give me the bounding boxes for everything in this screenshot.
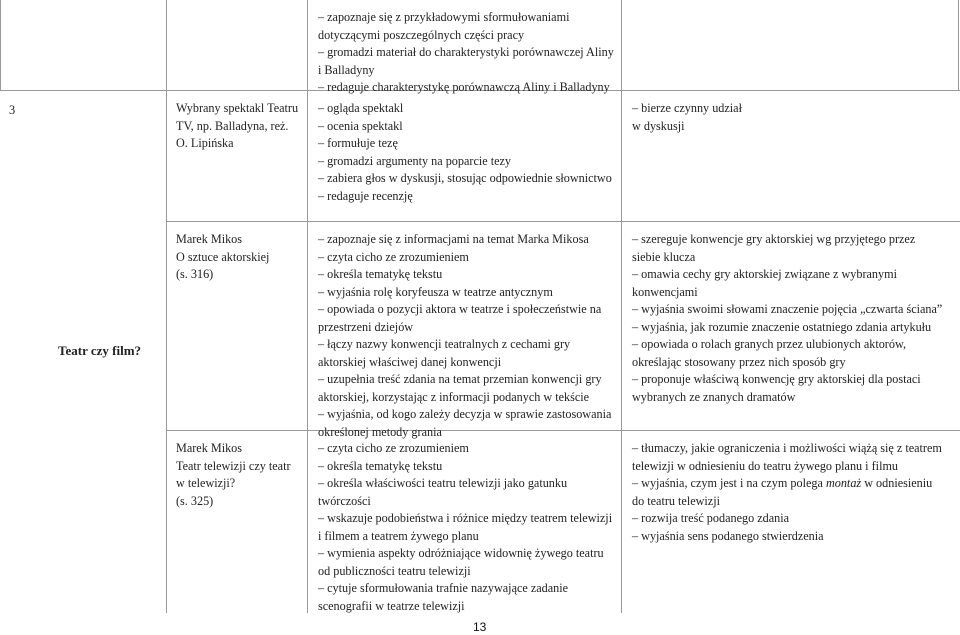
text-line: Teatr telewizji czy teatr [176,458,291,473]
text-line: – formułuje tezę [318,136,398,150]
rowa-col4-cell [632,231,942,406]
text-line: – opowiada o pozycji aktora w teatrze i społeczeństwie na [318,302,602,316]
text-line: Wybrany spektakl Teatru [176,101,299,115]
text-line: – czyta cicho ze zrozumieniem [318,441,469,455]
rowa-col2-cell [176,231,269,284]
text-line: (s. 325) [176,493,214,508]
text-line: – cytuje sformułowania trafnie nazywające zadanie [318,581,569,595]
text-line: i filmem a teatrem żywego planu [318,528,479,543]
text-line: – czyta cicho ze zrozumieniem [318,249,469,264]
text-line: scenografii w teatrze telewizji [318,598,465,613]
text-line: aktorskiej właściwej danej konwencji [318,354,502,369]
text-line: określając stosowany przez nich sposób gry [632,354,846,369]
text-line: siebie klucza [632,249,696,264]
text-line: dotyczącymi poszczególnych części pracy [318,27,525,42]
row-number: 3 [9,103,16,117]
text-line: – redaguje recenzję [318,188,413,203]
text-line: – wyjaśnia sens podanego stwierdzenia [632,528,824,543]
text-segment: w odniesieniu [861,476,933,490]
text-line: – zabiera głos w dyskusji, stosując odpowiednie słownictwo [318,171,612,185]
text-line: – wyjaśnia, jak rozumie znaczenie ostatniego zdania artykułu [632,319,932,334]
text-line: – ogląda spektakl [318,101,404,115]
text-line: – gromadzi argumenty na poparcie tezy [318,153,512,168]
text-line: – zapoznaje się z przykładowymi sformułowaniami [318,10,570,24]
text-line: – zapoznaje się z informacjami na temat Marka Mikosa [318,232,589,246]
text-line: – łączy nazwy konwencji teatralnych z cechami gry [318,337,571,351]
italic-term: montaż [825,476,862,490]
page-number: 13 [473,620,487,634]
row3-col4-cell [632,100,742,135]
row3-col2-cell [176,100,298,153]
text-line: – wyjaśnia rolę koryfeusza w teatrze antycznym [318,284,553,299]
text-line: – wyjaśnia swoimi słowami znaczenie pojęcia „czwarta ściana” [632,302,943,316]
column-divider-1 [166,0,167,613]
text-line: do teatru telewizji [632,493,720,508]
text-line: aktorskiej, korzystając z informacji podanych w tekście [318,389,590,404]
text-line: – opowiada o rolach granych przez ulubionych aktorów, [632,337,907,351]
text-line: określonej metody grania [318,424,442,439]
text-line: – bierze czynny udział [632,101,742,115]
text-line: O. Lipińska [176,136,234,150]
text-line: O sztuce aktorskiej [176,249,270,264]
text-line: w dyskusji [632,118,685,133]
text-line: – omawia cechy gry aktorskiej związane z wybranymi [632,267,897,281]
text-line: TV, np. Balladyna, reż. [176,118,289,133]
table-border-right [958,0,959,90]
section-label: Teatr czy film? [58,343,142,358]
text-line: – wskazuje podobieństwa i różnice między teatrem telewizji [318,511,613,525]
text-line: – określa tematykę tekstu [318,458,443,473]
text-line: – uzupełnia treść zdania na temat przemian konwencji gry [318,372,602,386]
text-segment: – wyjaśnia, czym jest i na czym polega [632,476,826,490]
text-line: twórczości [318,493,371,508]
text-line: – szereguje konwencje gry aktorskiej wg przyjętego przez [632,232,916,246]
column-divider-2 [307,0,308,613]
rowb-col3-cell [318,440,612,615]
rowa-col3-cell [318,231,611,441]
rowb-col2-cell [176,440,291,510]
text-line: konwencjami [632,284,698,299]
text-line: – rozwija treść podanego zdania [632,511,790,525]
row-divider-2 [166,221,960,222]
text-line: w telewizji? [176,476,236,490]
text-line: wybranych ze znanych dramatów [632,389,796,404]
rowb-col4-cell [632,440,942,545]
column-divider-3 [621,0,622,613]
row3-col3-cell [318,100,612,205]
text-line: – określa właściwości teatru telewizji jako gatunku [318,476,568,490]
text-line: – wymienia aspekty odróżniające widownię żywego teatru [318,546,604,560]
text-line: przestrzeni dziejów [318,319,414,334]
text-line: od publiczności teatru telewizji [318,563,471,578]
top-row-col3-cell [318,9,614,97]
text-line-with-italic [632,475,942,493]
text-line: – gromadzi materiał do charakterystyki porównawczej Aliny [318,45,614,59]
text-line: – redaguje charakterystykę porównawczą Aliny i Balladyny [318,80,610,94]
text-line: – określa tematykę tekstu [318,267,443,281]
text-line: Marek Mikos [176,232,243,246]
text-line: Marek Mikos [176,441,243,455]
text-line: – wyjaśnia, od kogo zależy decyzja w sprawie zastosowania [318,407,612,421]
text-line: – ocenia spektakl [318,118,403,133]
text-line: (s. 316) [176,267,214,281]
text-line: – proponuje właściwą konwencję gry aktorskiej dla postaci [632,372,921,386]
table-border-left [0,0,1,90]
text-line: i Balladyny [318,62,375,77]
text-line: telewizji w odniesieniu do teatru żywego planu i filmu [632,458,899,473]
text-line: – tłumaczy, jakie ograniczenia i możliwości wiążą się z teatrem [632,441,942,455]
